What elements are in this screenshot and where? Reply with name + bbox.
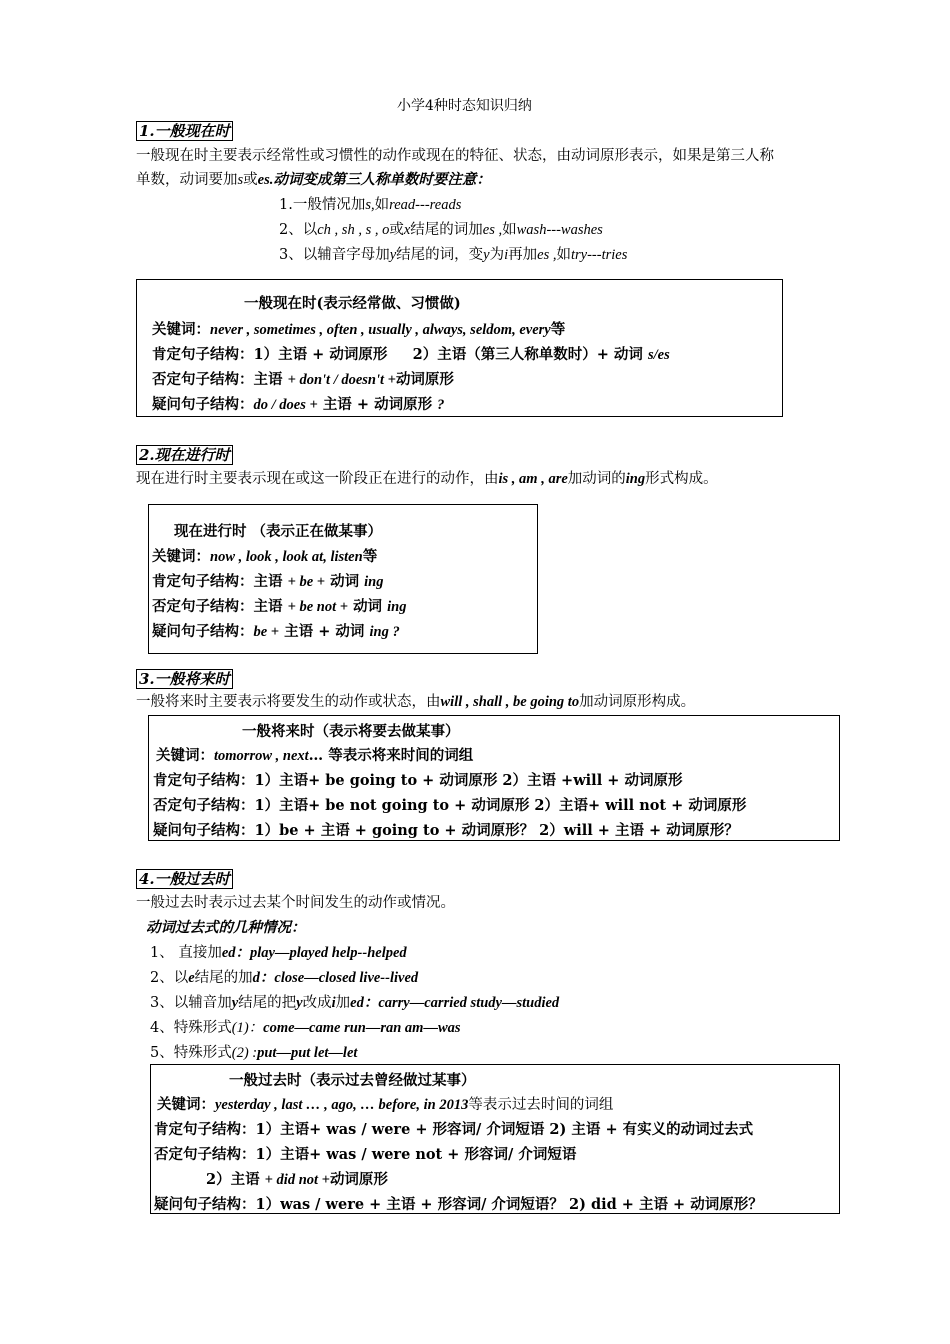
positive-structure: 肯定句子结构：1）主语+ be going to + 动词原形 2）主语 +will + 动词原形 (153, 772, 683, 789)
negative-structure-2: 2）主语 + did not +动词原形 (206, 1171, 388, 1188)
list-item: 3、以辅音加y结尾的把y改成i加ed：carry—carried study—studied (150, 995, 560, 1011)
summary-box-future-simple (148, 715, 840, 841)
summary-box-past-simple (150, 1064, 840, 1214)
positive-structure: 肯定句子结构：1）主语 + 动词原形 2）主语（第三人称单数时）+ 动词 s/es (152, 346, 670, 363)
box-title: 一般过去时（表示过去曾经做过某事） (229, 1072, 476, 1089)
positive-structure: 肯定句子结构：1）主语+ was / were + 形容词/ 介词短语 2) 主语 + 有实义的动词过去式 (154, 1121, 754, 1138)
section-heading-present-continuous: 2.现在进行时 (136, 445, 233, 465)
keywords-line: 关键词：yesterday , last … , ago, … before, in 2013等表示过去时间的词组 (157, 1096, 614, 1113)
list-item: 5、特殊形式(2) :put—put let—let (150, 1045, 358, 1061)
list-item: 1、 直接加ed：play—played help--helped (150, 945, 407, 961)
page-title: 小学4种时态知识归纳 (397, 98, 532, 114)
summary-box-present-simple (136, 279, 783, 417)
negative-structure: 否定句子结构：主语 + be not + 动词 ing (152, 598, 407, 615)
rule-item: 3、以辅音字母加y结尾的词，变y为i再加es ,如try---tries (279, 247, 628, 263)
paragraph: 一般将来时主要表示将要发生的动作或状态，由will , shall , be going to加动词原形构成。 (136, 694, 696, 710)
negative-structure: 否定句子结构：1）主语+ be not going to + 动词原形 2）主语+ will not + 动词原形 (153, 797, 747, 814)
box-title: 现在进行时 （表示正在做某事） (174, 523, 383, 540)
subheading: 动词过去式的几种情况： (146, 920, 306, 936)
paragraph: 一般过去时表示过去某个时间发生的动作或情况。 (136, 895, 455, 911)
question-structure: 疑问句子结构：1）was / were + 主语 + 形容词/ 介词短语？ 2) did + 主语 + 动词原形？ (154, 1196, 763, 1213)
list-item: 2、以e结尾的加d：close—closed live--lived (150, 970, 419, 986)
box-title: 一般现在时(表示经常做、习惯做) (244, 295, 461, 312)
rule-item: 1.一般情况加s,如read---reads (279, 197, 462, 213)
summary-box-present-continuous (148, 504, 538, 654)
list-item: 4、特殊形式(1)：come—came run—ran am—was (150, 1020, 461, 1036)
rule-item: 2、以ch , sh , s , o或x结尾的词加es ,如wash---washes (279, 222, 603, 238)
keywords-line: 关键词：now , look , look at, listen等 (152, 548, 378, 565)
section-heading-past-simple: 4.一般过去时 (136, 869, 233, 889)
box-title: 一般将来时（表示将要去做某事） (242, 723, 460, 740)
paragraph-line: 单数，动词要加s或es.动词变成第三人称单数时要注意： (136, 172, 491, 188)
positive-structure: 肯定句子结构：主语 + be + 动词 ing (152, 573, 384, 590)
paragraph: 一般现在时主要表示经常性或习惯性的动作或现在的特征、状态，由动词原形表示，如果是第三人称 (136, 148, 774, 164)
negative-structure: 否定句子结构：1）主语+ was / were not + 形容词/ 介词短语 (154, 1146, 577, 1163)
question-structure: 疑问句子结构：1）be + 主语 + going to + 动词原形？ 2）will + 主语 + 动词原形？ (153, 822, 739, 839)
keywords-line: 关键词：never , sometimes , often , usually , always, seldom, every等 (152, 321, 566, 338)
section-heading-present-simple: 1.一般现在时 (136, 121, 233, 141)
question-structure: 疑问句子结构：be + 主语 + 动词 ing ? (152, 623, 400, 640)
keywords-line: 关键词：tomorrow , next… 等表示将来时间的词组 (156, 747, 474, 764)
negative-structure: 否定句子结构：主语 + don't / doesn't +动词原形 (152, 371, 454, 388)
paragraph: 现在进行时主要表示现在或这一阶段正在进行的动作，由is , am , are加动词的ing形式构成。 (136, 471, 718, 487)
question-structure: 疑问句子结构：do / does + 主语 + 动词原形 ? (152, 396, 445, 413)
section-heading-future-simple: 3.一般将来时 (136, 669, 233, 689)
